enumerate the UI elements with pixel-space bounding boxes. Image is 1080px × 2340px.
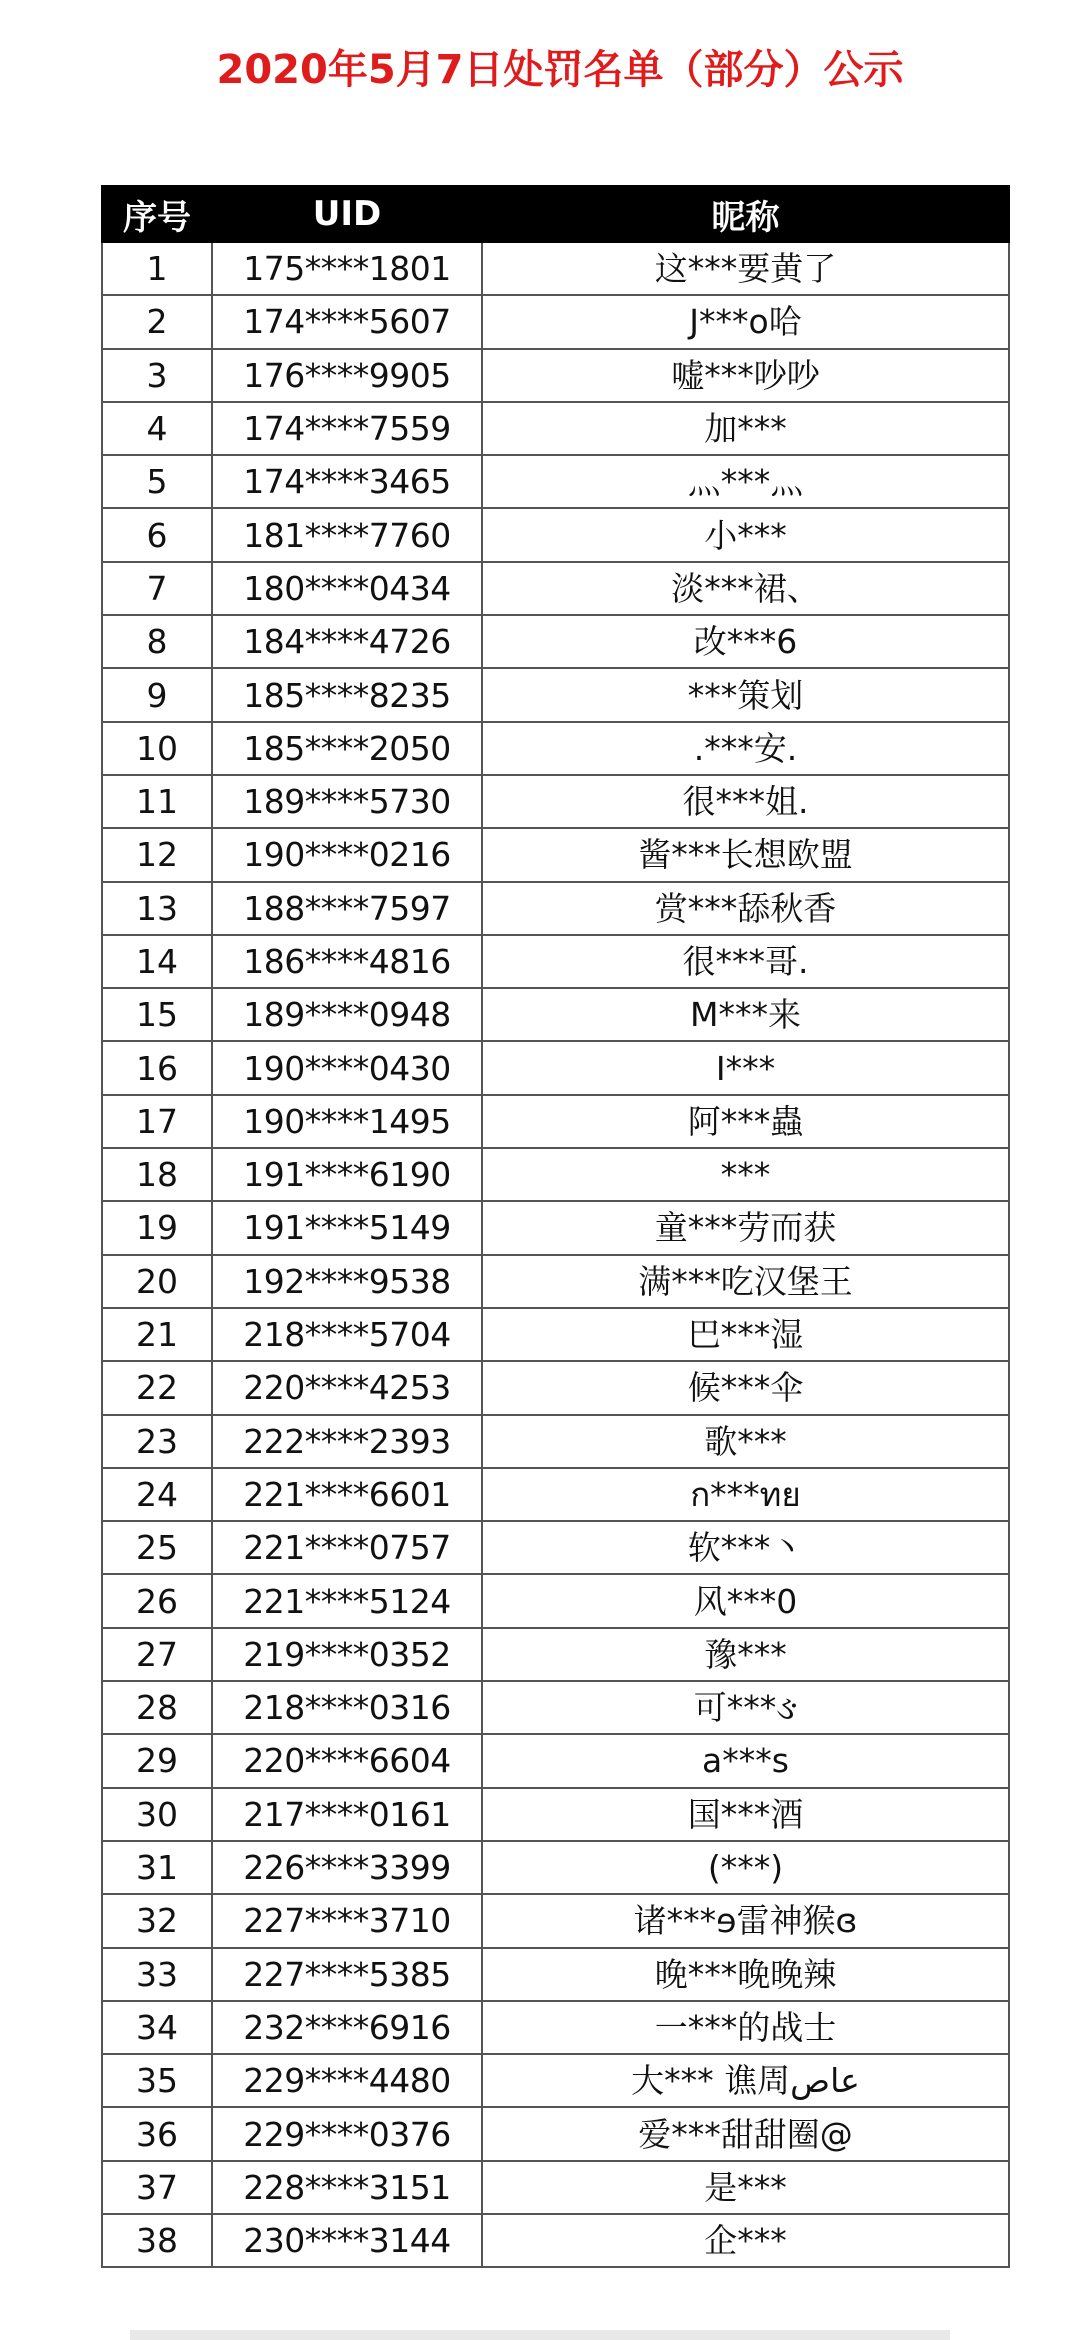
cell-index: 10: [102, 722, 212, 775]
cell-index: 30: [102, 1788, 212, 1841]
cell-index: 38: [102, 2214, 212, 2267]
cell-uid: 190****1495: [212, 1095, 482, 1148]
cell-uid: 229****4480: [212, 2054, 482, 2107]
penalty-list-table: [101, 185, 1010, 2268]
cell-uid: 221****6601: [212, 1468, 482, 1521]
table-row: [102, 988, 1009, 1041]
cell-uid: 174****5607: [212, 295, 482, 348]
cell-uid: 220****4253: [212, 1361, 482, 1414]
cell-nickname: 灬***灬: [482, 455, 1009, 508]
table-row: [102, 935, 1009, 988]
cell-index: 19: [102, 1201, 212, 1254]
cell-uid: 227****5385: [212, 1948, 482, 2001]
cell-uid: 218****0316: [212, 1681, 482, 1734]
table-row: [102, 1681, 1009, 1734]
cell-index: 31: [102, 1841, 212, 1894]
cell-nickname: M***来: [482, 988, 1009, 1041]
table-row: [102, 1894, 1009, 1947]
cell-nickname: 可***ઙ: [482, 1681, 1009, 1734]
table-row: [102, 1948, 1009, 2001]
cell-index: 36: [102, 2107, 212, 2160]
cell-uid: 184****4726: [212, 615, 482, 668]
table-row: [102, 1201, 1009, 1254]
cell-index: 8: [102, 615, 212, 668]
cell-index: 22: [102, 1361, 212, 1414]
table-row: [102, 1095, 1009, 1148]
cell-nickname: 晚***晚晚辣: [482, 1948, 1009, 2001]
header-nickname: 昵称: [482, 186, 1009, 242]
cell-nickname: 国***酒: [482, 1788, 1009, 1841]
cell-uid: 232****6916: [212, 2001, 482, 2054]
table-row: [102, 2001, 1009, 2054]
cell-uid: 226****3399: [212, 1841, 482, 1894]
table-row: [102, 2214, 1009, 2267]
table-row: [102, 455, 1009, 508]
cell-nickname: 风***0: [482, 1574, 1009, 1627]
cell-uid: 188****7597: [212, 882, 482, 935]
cell-nickname: 这***要黄了: [482, 242, 1009, 295]
cell-uid: 192****9538: [212, 1255, 482, 1308]
cell-nickname: 豫***: [482, 1628, 1009, 1681]
table-row: [102, 1734, 1009, 1787]
cell-uid: 228****3151: [212, 2161, 482, 2214]
table-row: [102, 828, 1009, 881]
cell-nickname: 巴***湿: [482, 1308, 1009, 1361]
cell-index: 1: [102, 242, 212, 295]
cell-nickname: ก***ทย: [482, 1468, 1009, 1521]
cell-index: 15: [102, 988, 212, 1041]
cell-uid: 190****0216: [212, 828, 482, 881]
cell-index: 16: [102, 1041, 212, 1094]
cell-nickname: 很***哥.: [482, 935, 1009, 988]
cell-nickname: 大*** 谯周عاص: [482, 2054, 1009, 2107]
cell-uid: 186****4816: [212, 935, 482, 988]
cell-nickname: 诸***ɘ雷神猴ɞ: [482, 1894, 1009, 1947]
cell-index: 5: [102, 455, 212, 508]
cell-uid: 185****2050: [212, 722, 482, 775]
cell-nickname: ***策划: [482, 668, 1009, 721]
cell-index: 29: [102, 1734, 212, 1787]
cell-nickname: a***s: [482, 1734, 1009, 1787]
cell-nickname: 候***伞: [482, 1361, 1009, 1414]
cell-index: 25: [102, 1521, 212, 1574]
cell-uid: 190****0430: [212, 1041, 482, 1094]
table-row: [102, 1574, 1009, 1627]
cell-nickname: 小***: [482, 508, 1009, 561]
cell-uid: 189****5730: [212, 775, 482, 828]
cell-uid: 219****0352: [212, 1628, 482, 1681]
cell-index: 35: [102, 2054, 212, 2107]
cell-uid: 174****7559: [212, 402, 482, 455]
table-row: [102, 1468, 1009, 1521]
cell-uid: 185****8235: [212, 668, 482, 721]
cell-nickname: 童***劳而获: [482, 1201, 1009, 1254]
cell-index: 13: [102, 882, 212, 935]
cell-index: 17: [102, 1095, 212, 1148]
cell-uid: 174****3465: [212, 455, 482, 508]
cell-uid: 181****7760: [212, 508, 482, 561]
cell-index: 14: [102, 935, 212, 988]
table-row: [102, 1308, 1009, 1361]
cell-nickname: 改***6: [482, 615, 1009, 668]
cell-index: 27: [102, 1628, 212, 1681]
cell-uid: 180****0434: [212, 562, 482, 615]
cell-nickname: 赏***舔秋香: [482, 882, 1009, 935]
cell-index: 26: [102, 1574, 212, 1627]
table-row: [102, 1788, 1009, 1841]
cell-index: 18: [102, 1148, 212, 1201]
table-row: [102, 615, 1009, 668]
cell-nickname: 很***姐.: [482, 775, 1009, 828]
page-title: 2020年5月7日处罚名单（部分）公示: [216, 47, 904, 93]
cell-uid: 189****0948: [212, 988, 482, 1041]
cell-index: 12: [102, 828, 212, 881]
cell-nickname: 企***: [482, 2214, 1009, 2267]
cell-index: 28: [102, 1681, 212, 1734]
table-row: [102, 1415, 1009, 1468]
cell-index: 21: [102, 1308, 212, 1361]
table-row: [102, 295, 1009, 348]
cell-nickname: 一***的战士: [482, 2001, 1009, 2054]
cell-index: 37: [102, 2161, 212, 2214]
cell-uid: 230****3144: [212, 2214, 482, 2267]
cell-index: 4: [102, 402, 212, 455]
next-row-partial: [130, 2330, 950, 2340]
cell-uid: 227****3710: [212, 1894, 482, 1947]
cell-nickname: 歌***: [482, 1415, 1009, 1468]
table-row: [102, 1521, 1009, 1574]
header-uid: UID: [212, 186, 482, 242]
table-row: [102, 562, 1009, 615]
cell-nickname: J***o哈: [482, 295, 1009, 348]
table-row: [102, 1148, 1009, 1201]
table-row: [102, 775, 1009, 828]
cell-nickname: 爱***甜甜圈@: [482, 2107, 1009, 2160]
table-row: [102, 508, 1009, 561]
cell-uid: 220****6604: [212, 1734, 482, 1787]
cell-uid: 222****2393: [212, 1415, 482, 1468]
table-row: [102, 722, 1009, 775]
table-row: [102, 882, 1009, 935]
table-row: [102, 349, 1009, 402]
cell-uid: 229****0376: [212, 2107, 482, 2160]
table-row: [102, 1841, 1009, 1894]
cell-uid: 191****5149: [212, 1201, 482, 1254]
cell-index: 9: [102, 668, 212, 721]
table-row: [102, 242, 1009, 295]
cell-nickname: ***: [482, 1148, 1009, 1201]
cell-index: 33: [102, 1948, 212, 2001]
cell-nickname: I***: [482, 1041, 1009, 1094]
cell-index: 20: [102, 1255, 212, 1308]
cell-index: 32: [102, 1894, 212, 1947]
cell-nickname: (***): [482, 1841, 1009, 1894]
table-row: [102, 2054, 1009, 2107]
cell-nickname: 软***丶: [482, 1521, 1009, 1574]
cell-index: 7: [102, 562, 212, 615]
cell-index: 2: [102, 295, 212, 348]
table-row: [102, 2107, 1009, 2160]
cell-nickname: 满***吃汉堡王: [482, 1255, 1009, 1308]
cell-nickname: 淡***裙、: [482, 562, 1009, 615]
cell-uid: 191****6190: [212, 1148, 482, 1201]
cell-nickname: 是***: [482, 2161, 1009, 2214]
cell-uid: 221****0757: [212, 1521, 482, 1574]
cell-nickname: 酱***长想欧盟: [482, 828, 1009, 881]
table-header-row: [102, 186, 1009, 242]
cell-index: 11: [102, 775, 212, 828]
cell-uid: 175****1801: [212, 242, 482, 295]
cell-index: 34: [102, 2001, 212, 2054]
cell-index: 24: [102, 1468, 212, 1521]
table-row: [102, 402, 1009, 455]
cell-index: 6: [102, 508, 212, 561]
cell-nickname: 加***: [482, 402, 1009, 455]
table-row: [102, 1255, 1009, 1308]
cell-uid: 221****5124: [212, 1574, 482, 1627]
header-index: 序号: [102, 186, 212, 242]
table-row: [102, 2161, 1009, 2214]
cell-nickname: .***安.: [482, 722, 1009, 775]
cell-uid: 218****5704: [212, 1308, 482, 1361]
cell-index: 3: [102, 349, 212, 402]
cell-nickname: 阿***蟲: [482, 1095, 1009, 1148]
table-row: [102, 668, 1009, 721]
cell-index: 23: [102, 1415, 212, 1468]
cell-uid: 176****9905: [212, 349, 482, 402]
table-row: [102, 1361, 1009, 1414]
table-row: [102, 1628, 1009, 1681]
cell-uid: 217****0161: [212, 1788, 482, 1841]
cell-nickname: 嘘***吵吵: [482, 349, 1009, 402]
table-row: [102, 1041, 1009, 1094]
